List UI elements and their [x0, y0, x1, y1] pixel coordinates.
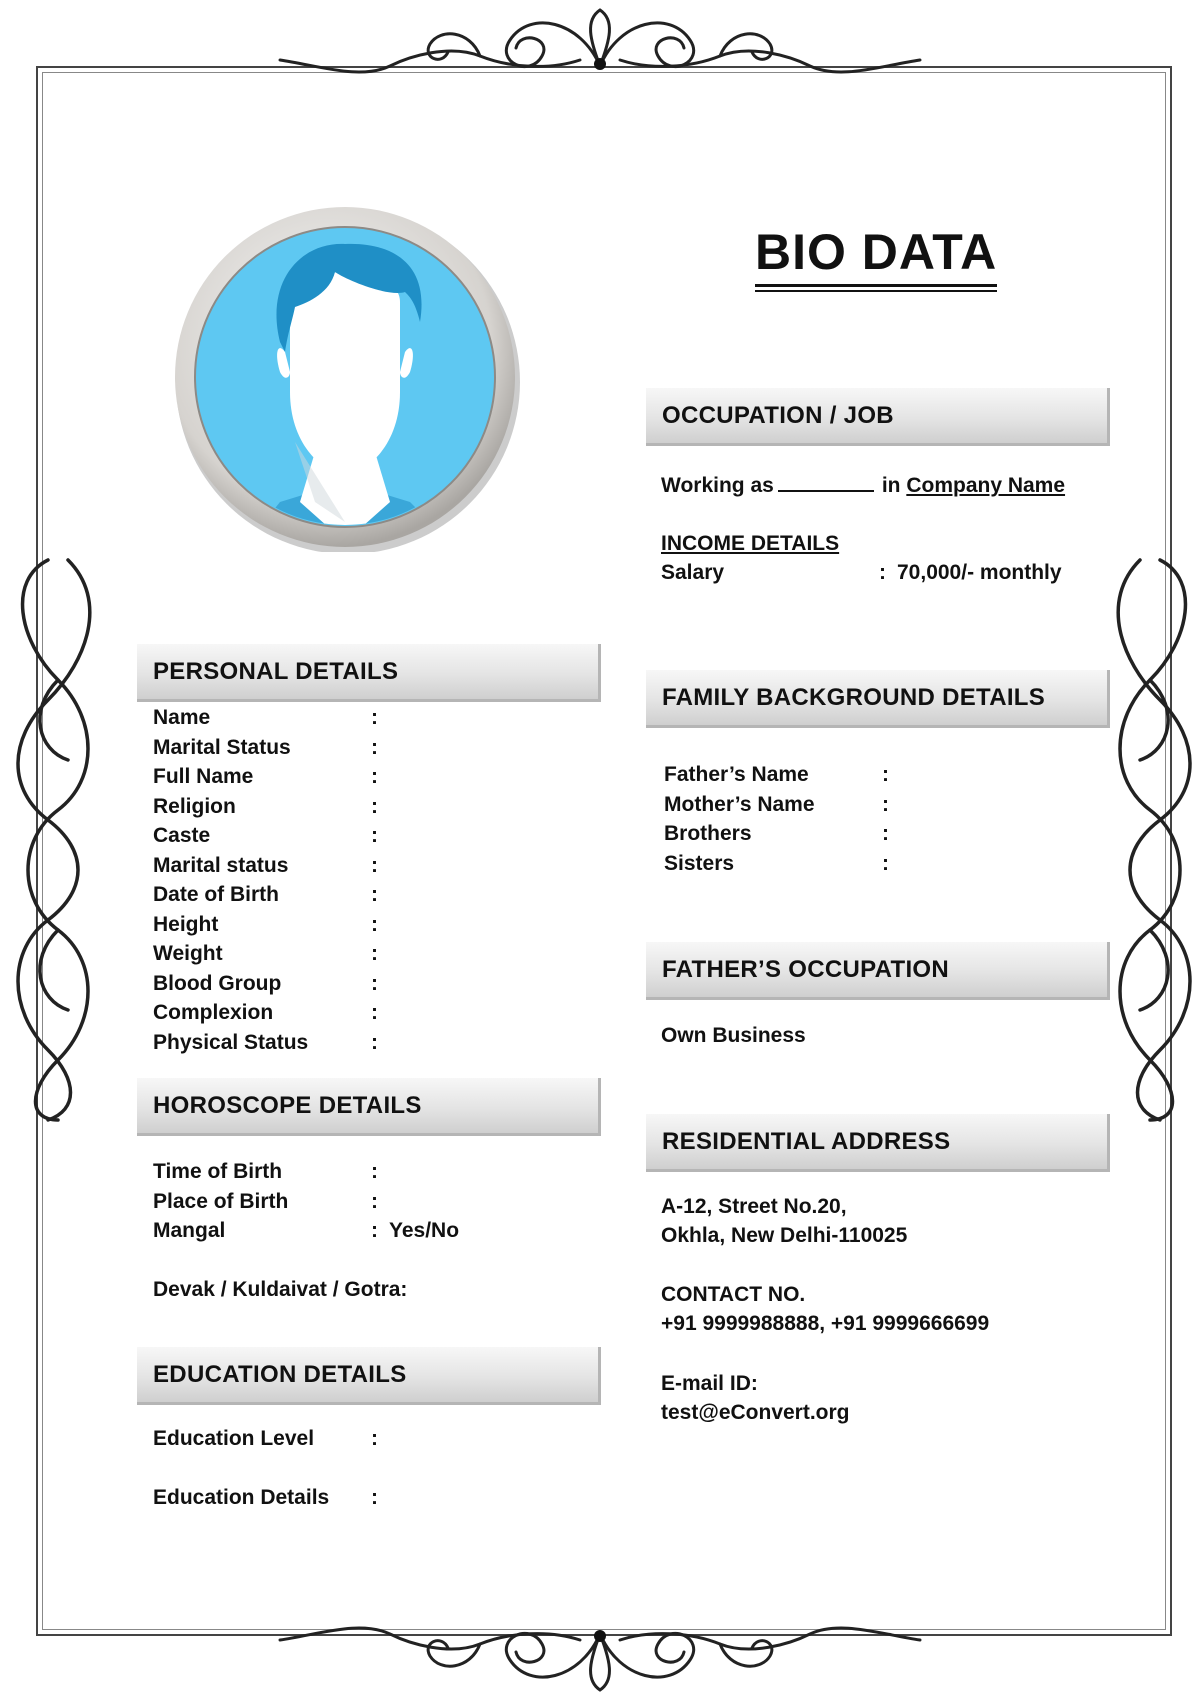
horoscope-details-header: HOROSCOPE DETAILS — [137, 1078, 601, 1136]
date-of-birth-colon: : — [371, 883, 378, 906]
right-flourish-ornament — [1090, 560, 1200, 1120]
height-colon: : — [371, 912, 378, 936]
physical-status-colon: : — [371, 1030, 378, 1054]
in-label: in — [881, 474, 901, 497]
salary-colon: : — [879, 561, 886, 584]
working-as-line — [661, 472, 1065, 499]
marital-status-colon: : — [371, 735, 378, 759]
marital-status-label: Marital Status — [153, 735, 291, 759]
time-of-birth-colon: : — [371, 1160, 378, 1183]
address-line-1: A-12, Street No.20, — [661, 1195, 847, 1218]
contact-number-value: +91 9999988888, +91 9999666699 — [661, 1312, 990, 1335]
caste-label: Caste — [153, 824, 211, 847]
religion-label: Religion — [153, 794, 236, 818]
salary-value: 70,000/- monthly — [897, 561, 1062, 584]
mangal-label: Mangal — [153, 1219, 226, 1242]
personal-details-header: PERSONAL DETAILS — [137, 644, 601, 702]
job-title-blank[interactable] — [778, 472, 874, 492]
family-background-header: FAMILY BACKGROUND DETAILS — [646, 670, 1110, 728]
education-details-colon: : — [371, 1486, 378, 1509]
email-value[interactable]: test@eConvert.org — [661, 1401, 850, 1424]
occupation-header: OCCUPATION / JOB — [646, 388, 1110, 446]
name-label: Name — [153, 706, 211, 729]
mothers-name-label: Mother’s Name — [664, 792, 815, 816]
profile-photo-avatar[interactable] — [170, 202, 520, 552]
weight-colon: : — [371, 942, 378, 965]
company-name-field[interactable]: Company Name — [906, 474, 1066, 497]
place-of-birth-colon: : — [371, 1189, 378, 1213]
fathers-occupation-value: Own Business — [661, 1024, 806, 1047]
mangal-value[interactable]: Yes/No — [389, 1219, 460, 1242]
full-name-label: Full Name — [153, 765, 254, 788]
name-colon: : — [371, 706, 378, 729]
weight-label: Weight — [153, 942, 223, 965]
full-name-colon: : — [371, 765, 378, 788]
brothers-label: Brothers — [664, 822, 752, 845]
contact-number-label: CONTACT NO. — [661, 1283, 806, 1306]
bottom-flourish-ornament — [280, 1590, 920, 1700]
blood-group-colon: : — [371, 971, 378, 995]
place-of-birth-label: Place of Birth — [153, 1189, 289, 1213]
income-details-heading: INCOME DETAILS — [661, 532, 840, 555]
page-title: BIO DATA — [755, 222, 997, 287]
sisters-label: Sisters — [664, 851, 735, 875]
mangal-colon: : — [371, 1219, 378, 1242]
fathers-name-colon: : — [882, 763, 889, 786]
working-as-label: Working as — [661, 474, 774, 497]
education-level-label: Education Level — [153, 1427, 315, 1450]
sisters-colon: : — [882, 851, 889, 875]
physical-status-label: Physical Status — [153, 1030, 309, 1054]
residential-address-header: RESIDENTIAL ADDRESS — [646, 1114, 1110, 1172]
time-of-birth-label: Time of Birth — [153, 1160, 283, 1183]
marital-status-label: Marital status — [153, 853, 289, 877]
fathers-occupation-header: FATHER’S OCCUPATION — [646, 942, 1110, 1000]
email-label: E-mail ID: — [661, 1372, 758, 1395]
complexion-label: Complexion — [153, 1001, 274, 1024]
address-line-2: Okhla, New Delhi-110025 — [661, 1224, 908, 1247]
mothers-name-colon: : — [882, 792, 889, 816]
education-details-header: EDUCATION DETAILS — [137, 1347, 601, 1405]
salary-label: Salary — [661, 561, 725, 584]
education-details-label: Education Details — [153, 1486, 330, 1509]
top-flourish-ornament — [280, 0, 920, 110]
brothers-colon: : — [882, 822, 889, 845]
complexion-colon: : — [371, 1001, 378, 1024]
education-level-colon: : — [371, 1427, 378, 1450]
religion-colon: : — [371, 794, 378, 818]
fathers-name-label: Father’s Name — [664, 763, 809, 786]
left-flourish-ornament — [8, 560, 118, 1120]
blood-group-label: Blood Group — [153, 971, 282, 995]
date-of-birth-label: Date of Birth — [153, 883, 279, 906]
devak-kuldaivat-gotra-label: Devak / Kuldaivat / Gotra: — [153, 1278, 408, 1301]
height-label: Height — [153, 912, 219, 936]
marital-status-colon: : — [371, 853, 378, 877]
caste-colon: : — [371, 824, 378, 847]
